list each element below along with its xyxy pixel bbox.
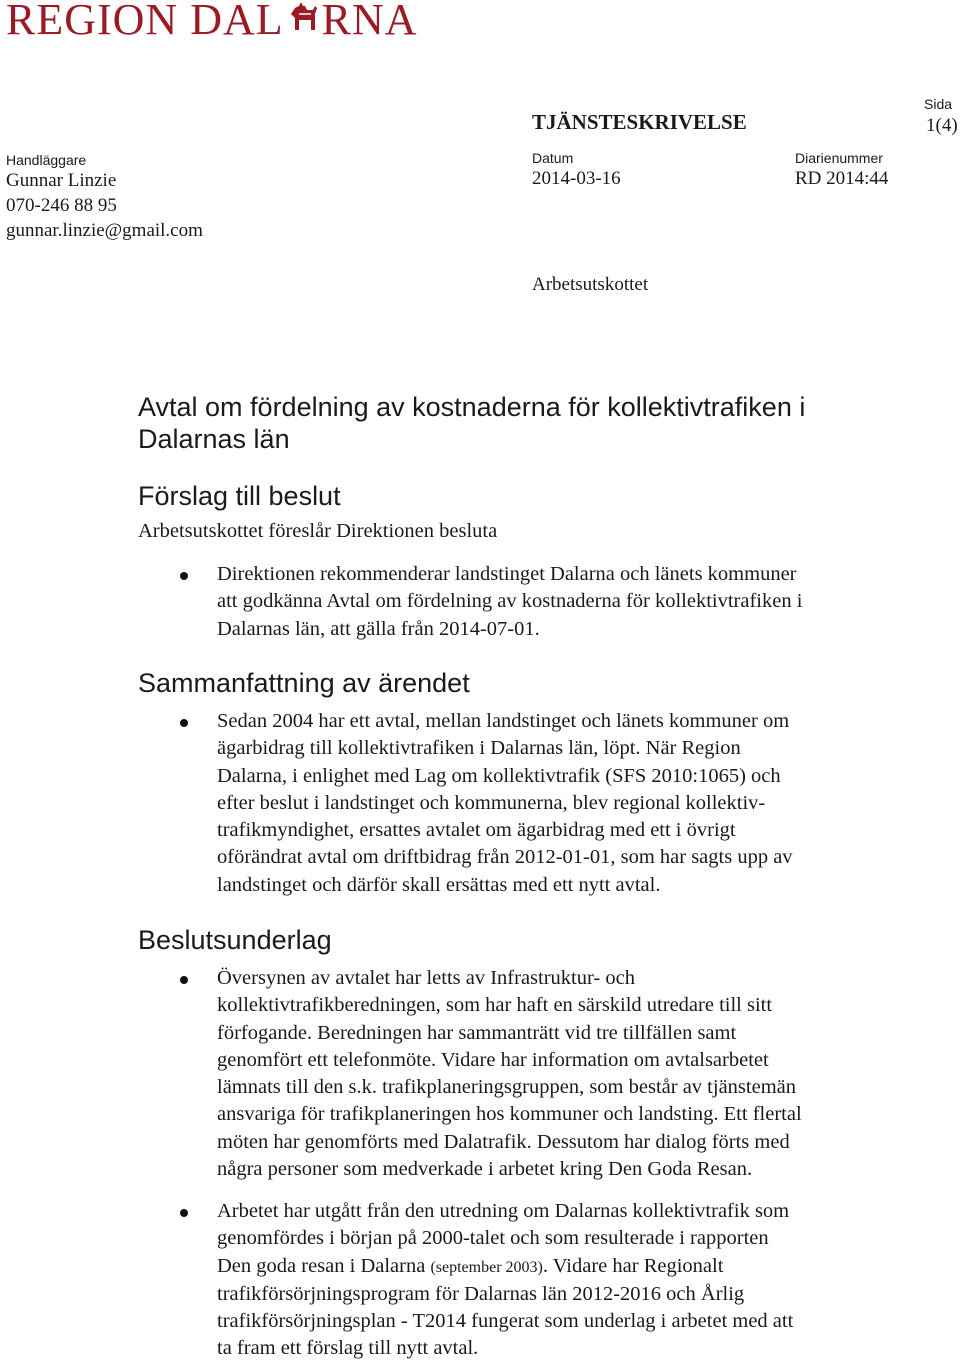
report-title: Den goda resan i Dalarna — [217, 1254, 431, 1277]
text-line: att godkänna Avtal om fördelning av kostnaderna för kollektivtrafiken i — [217, 590, 803, 613]
region-dalarna-logo — [6, 0, 418, 46]
bullet-marker — [180, 719, 188, 727]
bullet-marker — [180, 572, 188, 580]
text-line: ägarbidrag till kollektivtrafiken i Dalarnas län, löpt. När Region — [217, 737, 741, 760]
text-line: trafikförsörjningsplan - T2014 fungerat som underlag i arbetet med att — [217, 1310, 794, 1333]
text-line: genomfört ett telefonmöte. Vidare har information om avtalsarbetet — [217, 1048, 769, 1071]
text-line: Sedan 2004 har ett avtal, mellan landstinget och länets kommuner om — [217, 710, 790, 732]
text-line: möten har genomförts med Dalatrafik. Dessutom har dialog förts med — [217, 1130, 790, 1153]
text-line: ansvariga för trafikplaneringen hos kommuner och landsting. Ett flertal — [217, 1103, 802, 1126]
handler-email: gunnar.linzie@gmail.com — [6, 220, 203, 241]
registration-label: Diarienummer — [795, 150, 883, 166]
summary-heading: Sammanfattning av ärendet — [138, 668, 470, 698]
date-label: Datum — [532, 150, 574, 166]
text-line: trafikförsörjningsprogram för Dalarnas län 2012-2016 och Årlig — [217, 1282, 745, 1305]
logo-text-end: RNA — [321, 0, 418, 44]
proposal-bullet-text — [217, 561, 917, 643]
text-line: Arbetet har utgått från den utredning om Dalarnas kollektivtrafik som — [217, 1200, 790, 1222]
basis-bullet-2-text — [217, 1198, 917, 1363]
recipient: Arbetsutskottet — [532, 274, 649, 295]
date-value: 2014-03-16 — [532, 168, 621, 189]
bullet-marker — [180, 1209, 188, 1217]
text-line — [217, 1253, 917, 1281]
basis-bullet-1-text — [217, 965, 917, 1183]
text-line: Direktionen rekommenderar landstinget Dalarna och länets kommuner — [217, 563, 797, 585]
text-line: Dalarna, i enlighet med Lag om kollektivtrafik (SFS 2010:1065) och — [217, 764, 781, 787]
text-line: trafikmyndighet, ersattes avtalet om ägarbidrag med ett i övrigt — [217, 819, 736, 842]
text-line: oförändrat avtal om driftbidrag från 2012-01-01, som har sagts upp av — [217, 846, 793, 869]
text-fragment: . Vidare har Regionalt — [542, 1254, 724, 1277]
report-date: (september 2003) — [430, 1258, 543, 1276]
text-line: kollektivtrafikberedningen, som har haft en särskild utredare till sitt — [217, 994, 773, 1017]
basis-heading: Beslutsunderlag — [138, 925, 332, 955]
text-line: lämnats till den s.k. trafikplaneringsgruppen, som består av tjänstemän — [217, 1076, 796, 1099]
document-title-line-1: Avtal om fördelning av kostnaderna för kollektivtrafiken i — [138, 392, 806, 422]
text-line: genomfördes i början på 2000-talet och som resulterade i rapporten — [217, 1227, 769, 1250]
document-title-line-2: Dalarnas län — [138, 424, 290, 454]
logo-text-start: REGION DAL — [6, 0, 284, 44]
text-line: ta fram ett förslag till nytt avtal. — [217, 1337, 479, 1360]
registration-number: RD 2014:44 — [795, 168, 889, 189]
bullet-marker — [180, 976, 188, 984]
text-line: Dalarnas län, att gälla från 2014-07-01. — [217, 617, 540, 640]
summary-bullet-text — [217, 708, 917, 899]
text-line: efter beslut i landstinget och kommunerna, blev regional kollektiv- — [217, 791, 766, 814]
page-label: Sida — [924, 96, 953, 112]
document-type: TJÄNSTESKRIVELSE — [532, 110, 747, 134]
page-number: 1(4) — [926, 115, 958, 136]
text-line: Översynen av avtalet har letts av Infrastruktur- och — [217, 967, 635, 989]
handler-phone: 070-246 88 95 — [6, 195, 117, 216]
proposal-heading: Förslag till beslut — [138, 481, 341, 511]
text-line: några personer som medverkade i arbetet kring Den Goda Resan. — [217, 1158, 753, 1181]
proposal-intro: Arbetsutskottet föreslår Direktionen besluta — [138, 520, 498, 542]
handler-name: Gunnar Linzie — [6, 170, 117, 191]
dala-horse-icon — [285, 0, 321, 36]
handler-label: Handläggare — [6, 152, 87, 168]
text-line: förfogande. Beredningen har sammanträtt vid tre tillfällen samt — [217, 1021, 737, 1044]
text-line: landstinget och därför skall ersättas med ett nytt avtal. — [217, 873, 661, 896]
